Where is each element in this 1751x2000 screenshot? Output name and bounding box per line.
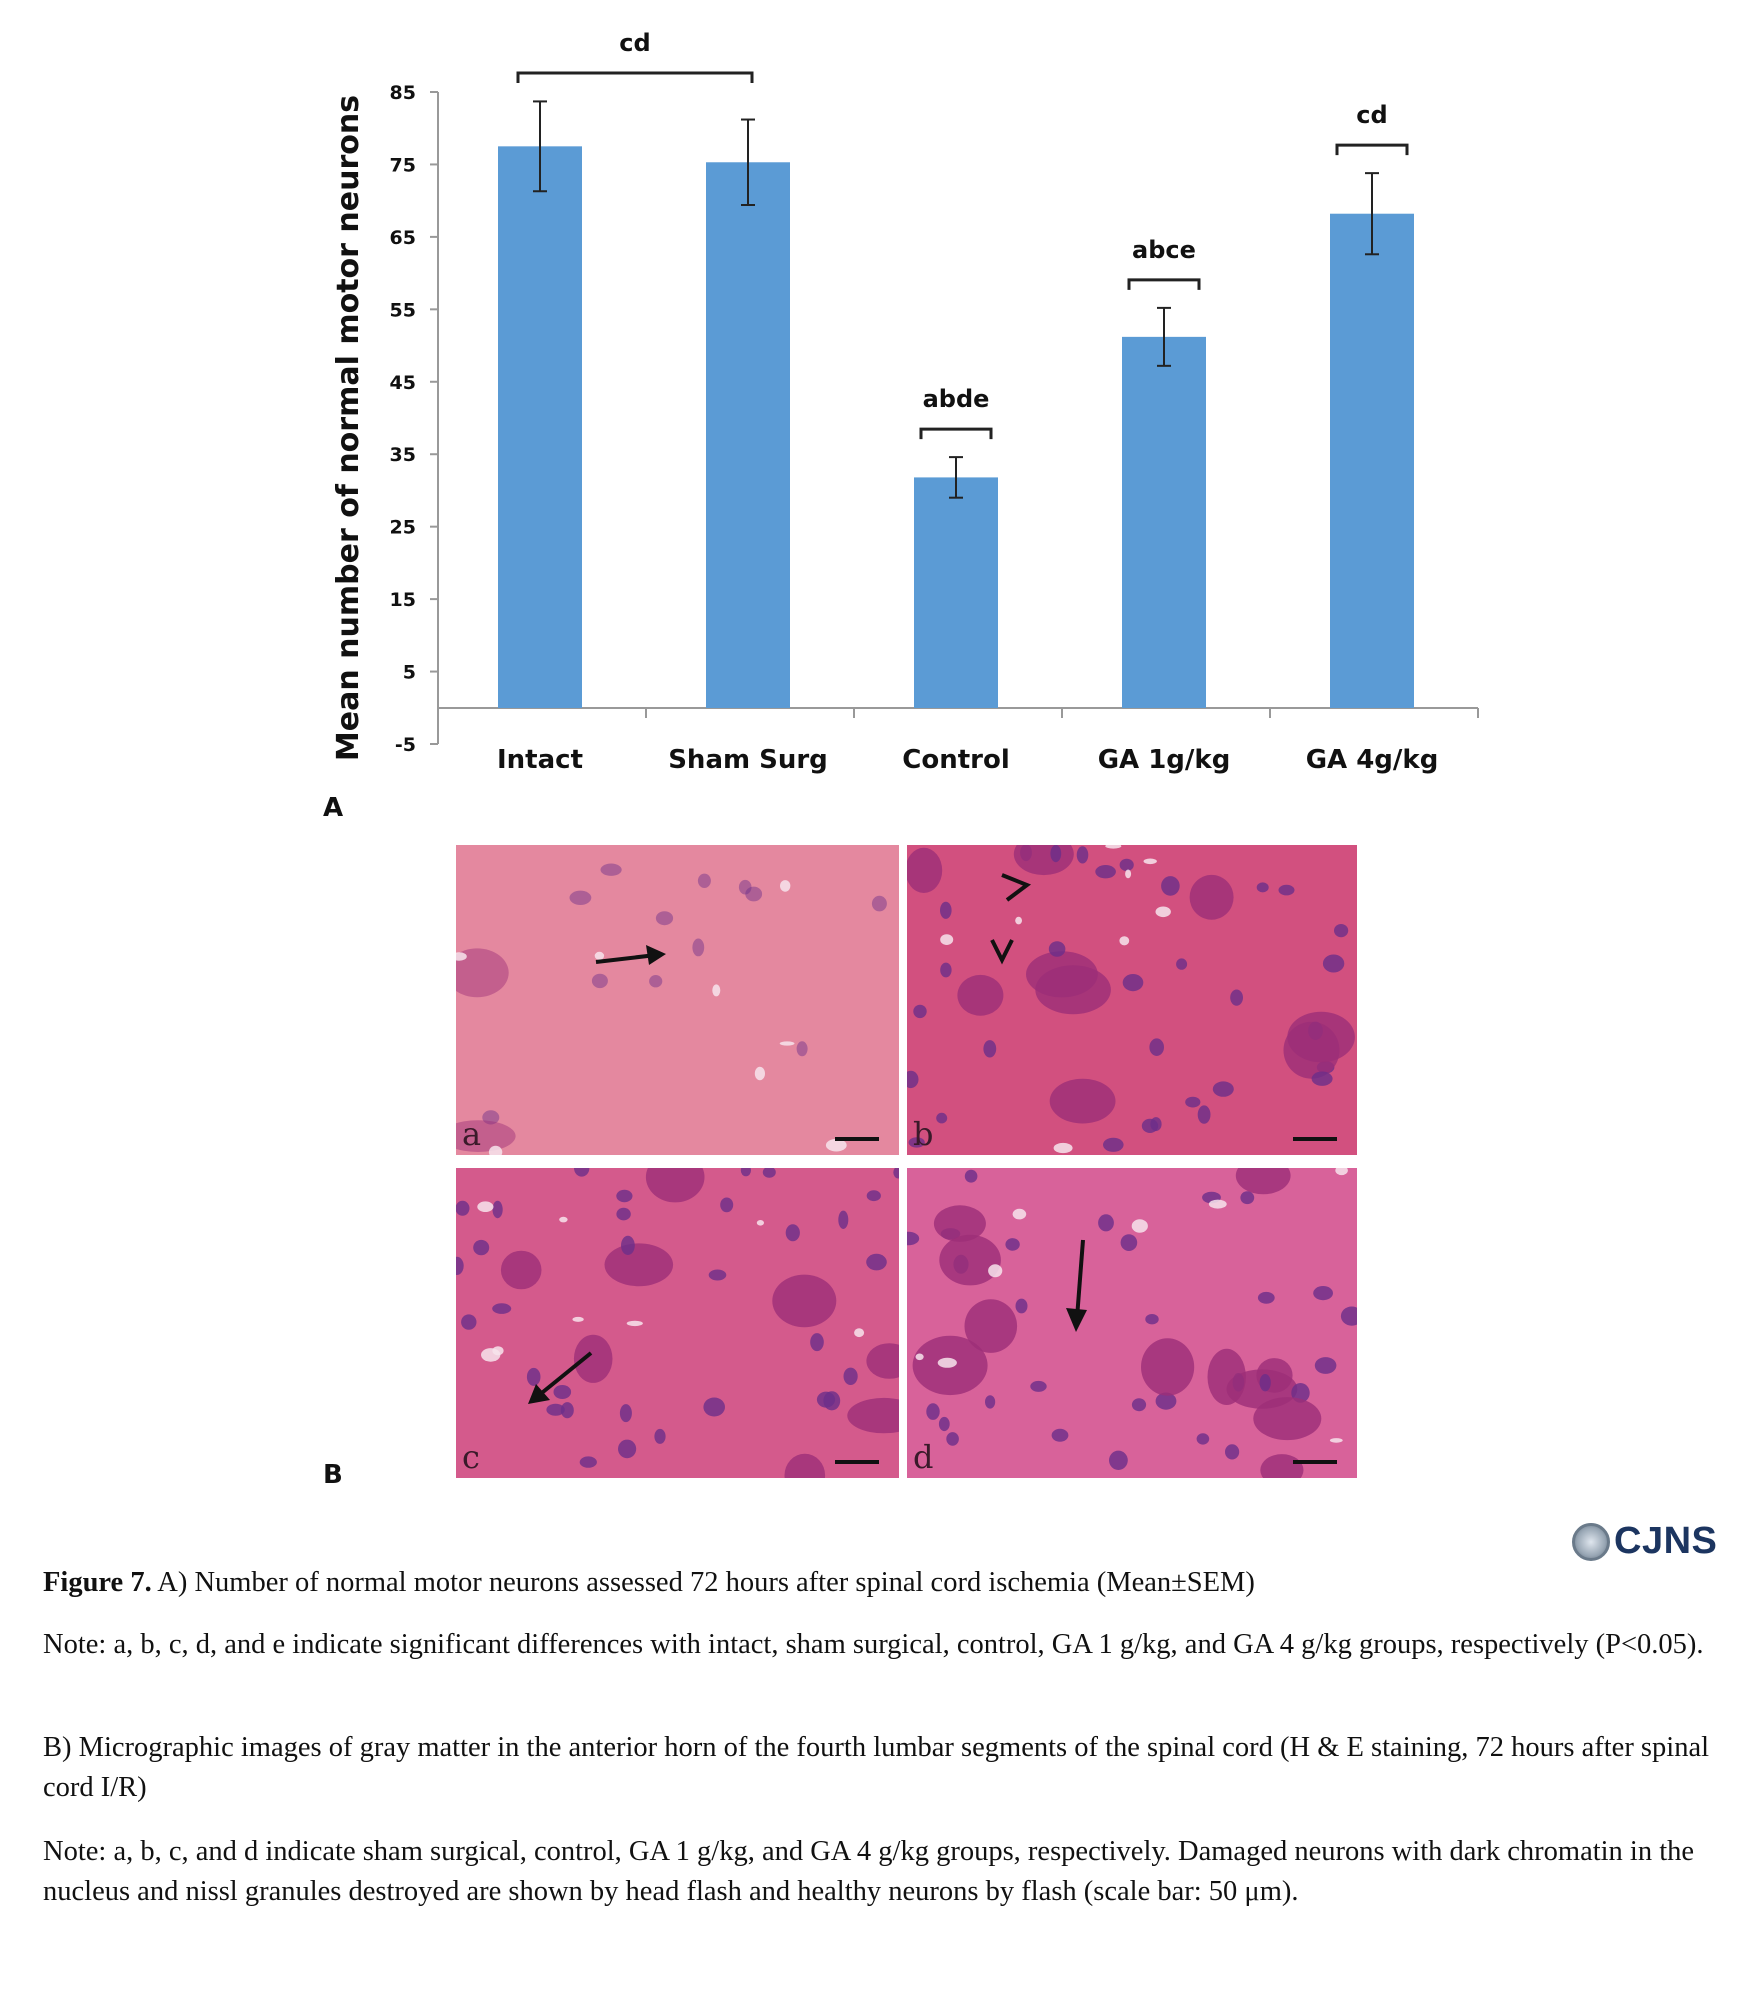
tissue-gap (1209, 1200, 1227, 1209)
micrograph-d-image (907, 1168, 1357, 1478)
cell-nucleus (1030, 1381, 1046, 1392)
micrograph-c-image (456, 1168, 899, 1478)
tissue-gap (1013, 1209, 1027, 1220)
cell-nucleus (554, 1385, 572, 1399)
cell-nucleus (772, 1275, 836, 1328)
cell-nucleus (1198, 1105, 1211, 1123)
scale-bar (1293, 1137, 1337, 1141)
tissue-gap (595, 952, 604, 960)
cell-nucleus (1121, 1234, 1138, 1251)
tissue-gap (854, 1328, 864, 1337)
tissue-gap (481, 1348, 500, 1362)
cell-nucleus (527, 1368, 541, 1386)
cell-nucleus (939, 1417, 950, 1431)
caption-part-a: A) Number of normal motor neurons assessed 72 hours after spinal cord ischemia (Mean±SEM) (151, 1567, 1255, 1598)
cell-nucleus (1109, 1451, 1128, 1470)
tissue-gap (755, 1067, 765, 1081)
cell-nucleus (1323, 955, 1344, 973)
micrograph-label: b (913, 1115, 934, 1153)
cell-nucleus (1026, 951, 1098, 997)
cell-nucleus (1334, 924, 1348, 937)
significance-bracket (1129, 280, 1199, 290)
cell-nucleus (965, 1299, 1018, 1353)
caption-line-a (43, 1563, 1709, 1603)
significance-label: cd (619, 29, 651, 57)
panel-label-a: A (323, 793, 344, 823)
cell-nucleus (656, 911, 673, 925)
cell-nucleus (838, 1211, 848, 1229)
cell-nucleus (1313, 1286, 1333, 1300)
y-tick-label: 5 (402, 661, 416, 684)
micrograph-b-image (907, 845, 1357, 1155)
cell-nucleus (1161, 876, 1180, 896)
significance-label: abce (1132, 235, 1196, 264)
cell-nucleus (1315, 1357, 1337, 1374)
cell-nucleus (1312, 1072, 1333, 1086)
cell-nucleus (1213, 1081, 1234, 1096)
cell-nucleus (965, 1170, 978, 1183)
caption-part-b: B) Micrographic images of gray matter in the anterior horn of the fourth lumbar segments of the spinal cord (H & E staining, 72 hours after spinal cord I/R) (43, 1732, 1710, 1803)
tissue-gap (1119, 936, 1129, 945)
journal-logo (1572, 1520, 1717, 1563)
significance-brackets (518, 29, 1407, 439)
arrow-icon (456, 845, 899, 965)
cell-nucleus (1230, 990, 1243, 1006)
logo-text: CJNS (1614, 1520, 1718, 1562)
x-tick-label: GA 4g/kg (1305, 745, 1439, 775)
cell-nucleus (797, 1041, 808, 1056)
cell-nucleus (1190, 875, 1234, 920)
micrograph-c (456, 1168, 899, 1478)
tissue-gap (477, 1201, 493, 1212)
y-axis (390, 82, 438, 756)
cell-nucleus (616, 1190, 632, 1202)
cell-nucleus (456, 1201, 470, 1216)
tissue-gap (938, 1358, 957, 1368)
cell-nucleus (907, 1071, 919, 1088)
cell-nucleus (618, 1440, 636, 1459)
cell-nucleus (692, 939, 704, 957)
cell-nucleus (1150, 1117, 1161, 1131)
bar (914, 477, 998, 708)
tissue-gap (559, 1217, 567, 1223)
figure-label: Figure 7. (43, 1567, 152, 1598)
y-tick-label: 55 (389, 299, 416, 322)
cell-nucleus (605, 1243, 674, 1286)
cell-nucleus (592, 974, 608, 988)
cell-nucleus (957, 975, 1003, 1016)
cell-nucleus (1287, 1012, 1355, 1063)
bar (1122, 337, 1206, 708)
cell-nucleus (939, 1235, 1001, 1286)
cell-nucleus (1052, 1429, 1069, 1442)
cell-nucleus (1103, 1138, 1124, 1152)
micrograph-label: d (913, 1438, 934, 1476)
y-tick-label: 65 (389, 226, 416, 249)
micrograph-a (456, 845, 899, 1155)
micrograph-b (907, 845, 1357, 1155)
cell-nucleus (946, 1432, 959, 1446)
cell-nucleus (739, 880, 752, 895)
tissue-gap (940, 934, 953, 945)
cell-nucleus (1258, 1292, 1275, 1304)
cell-nucleus (866, 1343, 899, 1379)
cell-nucleus (574, 1335, 613, 1383)
cell-nucleus (1050, 1079, 1116, 1124)
significance-bracket (921, 429, 991, 439)
tissue-gap (1054, 1143, 1073, 1153)
significance-label: abde (922, 385, 990, 414)
tissue-gap (916, 1354, 924, 1361)
cell-nucleus (1225, 1444, 1239, 1459)
y-tick-label: 75 (389, 154, 416, 177)
tissue-gap (780, 1041, 795, 1045)
bar (1330, 214, 1414, 708)
cell-nucleus (866, 1254, 887, 1271)
x-tick-label: Intact (497, 745, 583, 775)
bar (498, 146, 582, 708)
tissue-gap (757, 1220, 764, 1226)
cell-nucleus (1341, 1307, 1357, 1326)
significance-bracket (1337, 145, 1407, 155)
cell-nucleus (1176, 958, 1187, 969)
tissue-gap (780, 880, 790, 892)
cell-nucleus (493, 1201, 503, 1218)
cell-nucleus (1149, 1038, 1164, 1056)
tissue-gap (1132, 1219, 1148, 1232)
cell-nucleus (461, 1314, 476, 1329)
y-tick-label: 15 (389, 589, 416, 612)
scale-bar (835, 1460, 879, 1464)
x-tick-label: GA 1g/kg (1097, 745, 1231, 775)
cell-nucleus (570, 891, 592, 905)
arrowhead-icon (992, 875, 1027, 960)
cell-nucleus (1197, 1433, 1210, 1444)
micrograph-a-image (456, 845, 899, 1155)
cell-nucleus (501, 1251, 542, 1290)
x-tick-label: Control (902, 745, 1010, 775)
arrow-icon (1066, 1240, 1087, 1332)
y-axis-label: Mean number of normal motor neurons (331, 94, 366, 762)
tissue-gap (1335, 1168, 1348, 1175)
cell-nucleus (1098, 1214, 1114, 1231)
micrograph-d (907, 1168, 1357, 1478)
cell-nucleus (907, 1232, 919, 1246)
cell-nucleus (1050, 845, 1061, 862)
cell-nucleus (620, 1404, 632, 1422)
cell-nucleus (1185, 1097, 1200, 1108)
micrograph-label: c (462, 1438, 480, 1476)
tissue-gap (1015, 917, 1022, 925)
cell-nucleus (1240, 1191, 1254, 1204)
cell-nucleus (847, 1398, 899, 1433)
cell-nucleus (456, 1257, 464, 1275)
cell-nucleus (786, 1224, 800, 1241)
caption-note-b: Note: a, b, c, and d indicate sham surgical, control, GA 1 g/kg, and GA 4 g/kg groups, respectively. Damaged neurons with dark chromatin in the nucleus and nissl granules destroyed are shown by head flash and healthy neurons by flash (scale bar: 50 μm). (43, 1836, 1695, 1907)
cell-nucleus (936, 1113, 947, 1124)
cell-nucleus (817, 1392, 835, 1408)
cell-nucleus (1005, 1238, 1019, 1251)
cell-nucleus (1141, 1338, 1194, 1395)
cell-nucleus (867, 1190, 881, 1201)
y-tick-label: 25 (389, 516, 416, 539)
cell-nucleus (616, 1208, 630, 1221)
cell-nucleus (1132, 1398, 1146, 1411)
y-tick-label: 45 (389, 371, 416, 394)
cell-nucleus (1095, 865, 1116, 878)
cell-nucleus (601, 864, 622, 876)
cell-nucleus (940, 902, 952, 919)
significance-bracket (518, 73, 752, 83)
x-tick-label: Sham Surg (668, 745, 828, 775)
cell-nucleus (1120, 859, 1134, 871)
cell-nucleus (926, 1403, 939, 1420)
tissue-gap (1105, 845, 1121, 849)
scale-bar (835, 1137, 879, 1141)
x-axis (438, 708, 1478, 775)
cell-nucleus (1236, 1168, 1291, 1194)
cell-nucleus (698, 874, 711, 888)
tissue-gap (572, 1317, 583, 1322)
cell-nucleus (473, 1240, 489, 1255)
cell-nucleus (1279, 885, 1295, 896)
cell-nucleus (703, 1398, 725, 1417)
cell-nucleus (913, 1005, 926, 1018)
cell-nucleus (649, 975, 662, 987)
significance-label: cd (1356, 101, 1388, 130)
cell-nucleus (893, 1168, 899, 1179)
bar (706, 162, 790, 708)
cell-nucleus (1077, 846, 1089, 863)
cell-nucleus (1049, 941, 1066, 957)
bar-chart (0, 0, 1751, 820)
cell-nucleus (1123, 974, 1144, 991)
cell-nucleus (844, 1368, 858, 1385)
tissue-gap (1125, 870, 1131, 879)
globe-icon (1572, 1523, 1610, 1561)
cell-nucleus (907, 848, 942, 893)
cell-nucleus (1260, 1454, 1303, 1478)
tissue-gap (1144, 859, 1157, 865)
cell-nucleus (1016, 1299, 1028, 1314)
cell-nucleus (621, 1236, 635, 1255)
cell-nucleus (1014, 845, 1074, 875)
scale-bar (1293, 1460, 1337, 1464)
cell-nucleus (492, 1303, 511, 1314)
cell-nucleus (1257, 882, 1269, 892)
tissue-gap (1156, 907, 1171, 918)
cell-nucleus (983, 1040, 996, 1057)
micrograph-label: a (462, 1115, 482, 1153)
cell-nucleus (785, 1454, 826, 1478)
cell-nucleus (646, 1168, 705, 1202)
cell-nucleus (763, 1168, 776, 1178)
cell-nucleus (654, 1429, 665, 1444)
cell-nucleus (985, 1395, 995, 1408)
tissue-gap (988, 1264, 1002, 1277)
cell-nucleus (709, 1270, 727, 1281)
y-tick-label: 35 (389, 444, 416, 467)
cell-nucleus (810, 1333, 824, 1351)
cell-nucleus (1260, 1374, 1271, 1391)
cell-nucleus (1208, 1349, 1246, 1405)
caption-note-a: Note: a, b, c, d, and e indicate significant differences with intact, sham surgical, control, GA 1 g/kg, and GA 4 g/kg groups, respectively (P<0.05). (43, 1629, 1704, 1660)
cell-nucleus (741, 1168, 751, 1176)
cell-nucleus (580, 1456, 597, 1467)
cell-nucleus (940, 963, 951, 978)
tissue-gap (627, 1321, 643, 1326)
cell-nucleus (1145, 1314, 1158, 1324)
panel-label-b: B (323, 1460, 343, 1490)
cell-nucleus (574, 1168, 589, 1177)
cell-nucleus (720, 1198, 733, 1213)
y-tick-label: 85 (389, 82, 416, 104)
cell-nucleus (872, 896, 887, 912)
tissue-gap (712, 984, 720, 996)
tissue-gap (1330, 1438, 1343, 1443)
cell-nucleus (1253, 1397, 1321, 1440)
y-tick-label: -5 (394, 734, 416, 756)
cell-nucleus (546, 1404, 564, 1416)
